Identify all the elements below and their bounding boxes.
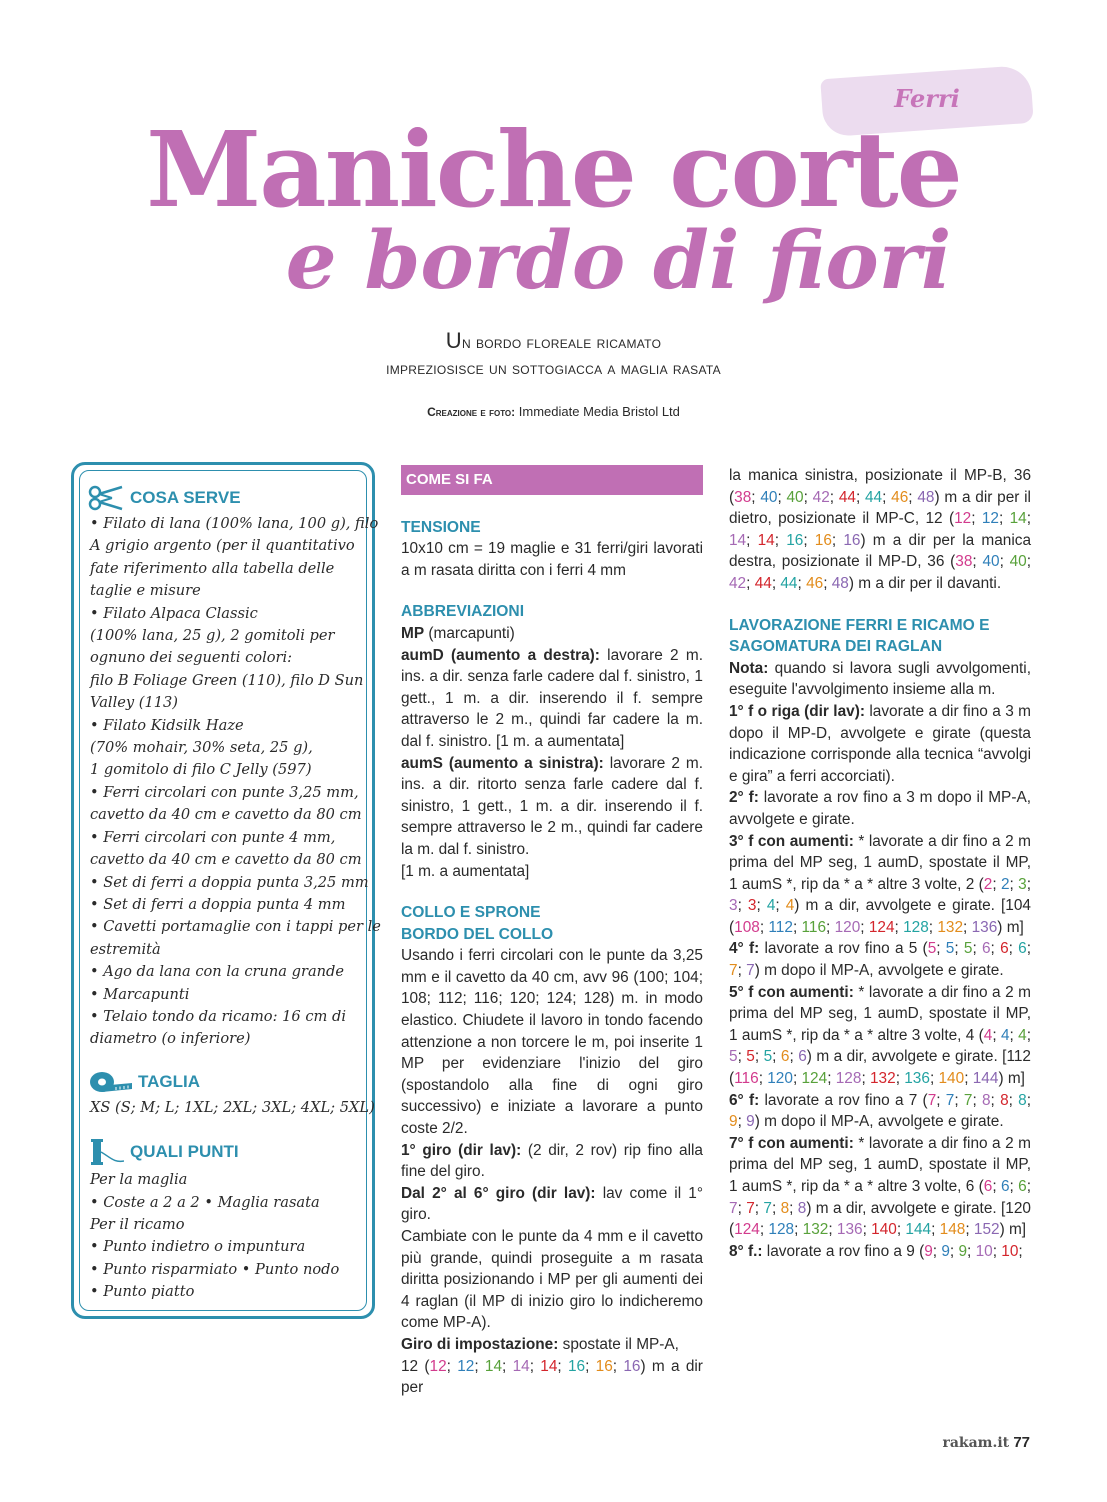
subtitle-initial: U xyxy=(445,328,462,353)
list-item: taglie e misure xyxy=(90,582,201,600)
size-value: 12 xyxy=(429,1357,447,1375)
size-value: 132 xyxy=(802,1221,829,1239)
size-value: 42 xyxy=(812,488,830,506)
size-value: 6 xyxy=(981,940,991,958)
giro-2-text: lav come il 1° giro. xyxy=(401,1184,703,1224)
tensione-text: 10x10 cm = 19 maglie e 31 ferri/giri lavorati a m rasata diritta con i ferri 4 mm xyxy=(401,540,703,579)
size-sequence: 116; 120; 124; 128; 132; 136; 140; 144 xyxy=(734,1070,999,1088)
page-footer xyxy=(942,1434,1030,1451)
size-value: 4 xyxy=(785,897,795,915)
row-6-text: lavorate a rov fino a 7 ( xyxy=(759,1091,928,1109)
list-item: • Ago da lana con la cruna grande xyxy=(90,963,345,981)
size-sequence: 12; 12; 14; 14; 14; 16; 16; 16 xyxy=(429,1357,641,1375)
size-value: 9 xyxy=(958,1242,968,1260)
collo-heading: COLLO E SPRONE xyxy=(401,904,541,922)
page-number: 77 xyxy=(1013,1434,1030,1451)
list-item: • Marcapunti xyxy=(90,985,190,1003)
size-value: 7 xyxy=(746,1199,755,1217)
row-4-text: lavorate a rov fino a 5 ( xyxy=(759,940,928,958)
size-sequence: 5; 5; 5; 6; 6; 6; 7; 7 xyxy=(729,940,1031,980)
row-1-label: 1° f o riga (dir lav): xyxy=(729,702,865,720)
size-value: 16 xyxy=(623,1357,641,1375)
row-3-text-2: ) m a dir, avvolgete e girate. [104 ( xyxy=(729,897,1031,936)
size-value: 46 xyxy=(891,488,909,506)
size-value: 5 xyxy=(763,1048,773,1066)
size-value: 8 xyxy=(780,1199,790,1217)
row-2 xyxy=(729,787,1031,830)
list-item: fate riferimento alla tabella delle xyxy=(90,559,335,577)
size-value: 14 xyxy=(729,531,747,549)
cambiate-text: Cambiate con le punte da 4 mm e il cavetto più grande, quindi proseguite a m rasata diritta posizionando i MP per gli aumenti dei 4 raglan (il MP di inizio giro lo indicheremo come MP-A). xyxy=(401,1228,703,1332)
size-value: 14 xyxy=(540,1357,558,1375)
size-value: 38 xyxy=(955,553,973,571)
list-item: • Coste a 2 a 2 • Maglia rasata xyxy=(90,1193,320,1211)
size-value: 16 xyxy=(814,531,832,549)
list-item: Per la maglia xyxy=(90,1171,188,1189)
taglia-heading xyxy=(88,1069,362,1095)
size-value: 5 xyxy=(729,1048,738,1066)
size-value: 7 xyxy=(729,1199,738,1217)
title-line-1: Maniche corte xyxy=(146,108,961,231)
row-5-close: ) m] xyxy=(998,1070,1025,1088)
abbreviazioni-heading: ABBREVIAZIONI xyxy=(401,603,525,621)
materials-box xyxy=(71,462,381,1319)
size-value: 5 xyxy=(963,940,973,958)
nota-label: Nota: xyxy=(729,659,769,677)
size-value: 144 xyxy=(905,1221,932,1239)
subtitle xyxy=(0,328,1107,382)
size-value: 5 xyxy=(746,1048,755,1066)
taglia-label: TAGLIA xyxy=(138,1071,201,1091)
cosa-serve-list xyxy=(90,513,381,1051)
size-value: 128 xyxy=(903,918,929,936)
quali-punti-heading xyxy=(88,1137,362,1167)
row-3-close: ) m] xyxy=(997,918,1024,936)
list-item: estremità xyxy=(90,940,161,958)
row-8 xyxy=(729,1241,1031,1263)
list-item: • Punto indietro o impuntura xyxy=(90,1238,306,1256)
list-item: A grigio argento (per il quantitativo xyxy=(90,537,355,555)
size-value: 9 xyxy=(924,1242,933,1260)
size-value: 108 xyxy=(734,918,760,936)
size-value: 6 xyxy=(1000,940,1009,958)
size-value: 44 xyxy=(754,574,772,592)
impostazione-label: Giro di impostazione: xyxy=(401,1335,559,1353)
footer-brand: rakam.it xyxy=(942,1435,1010,1451)
size-value: 136 xyxy=(971,918,998,936)
size-value: 116 xyxy=(734,1070,759,1088)
list-item: filo B Foliage Green (110), filo D Sun xyxy=(90,671,364,689)
size-value: 120 xyxy=(767,1070,793,1088)
subtitle-line-2: impreziosisce un sottogiacca a maglia rasata xyxy=(386,359,721,378)
size-value: 128 xyxy=(768,1221,795,1239)
raglan-setup-2: 36 ( xyxy=(729,467,1032,506)
row-2-text: lavorate a rov fino a 3 m dopo il MP-A, avvolgete e girate. xyxy=(729,789,1031,828)
list-item: (70% mohair, 30% seta, 25 g), xyxy=(90,739,313,757)
size-value: 132 xyxy=(870,1070,896,1088)
row-5-label: 5° f con aumenti: xyxy=(729,983,854,1001)
size-value: 12 xyxy=(954,510,972,528)
row-4-text-2: ) m dopo il MP-A, avvolgete e girate. xyxy=(754,962,1004,980)
list-item: Per il ricamo xyxy=(90,1215,185,1233)
cosa-serve-heading xyxy=(88,485,362,511)
instructions-column-right xyxy=(729,465,1031,1262)
collo-text: Usando i ferri circolari con le punte da 3,25 mm e il cavetto da 40 cm, avv 96 (100; 104; 108; 112; 116; 120; 124; 128) m. in modo elastico. Chiudete il lavoro in tondo facendo attenzione a non torcere le m, poi inserite 1 MP per evidenziare l'inizio del giro (spostandolo alla fine di ogni giro successivo) e iniziate a lavorare a punto coste 2/2. xyxy=(401,947,703,1138)
impostazione xyxy=(401,1334,703,1399)
size-value: 136 xyxy=(836,1221,863,1239)
credits-value: Immediate Media Bristol Ltd xyxy=(518,404,680,419)
abbrev-aums-term: aumS (aumento a sinistra): xyxy=(401,754,604,772)
row-6-label: 6° f: xyxy=(729,1091,760,1109)
subtitle-line-1: n bordo floreale ricamato xyxy=(461,333,662,352)
row-7-text-2: ) m a dir, avvolgete e girate. [120 ( xyxy=(729,1199,1031,1239)
size-value: 40 xyxy=(1009,553,1027,571)
size-value: 124 xyxy=(801,1070,828,1088)
size-value: 3 xyxy=(747,897,757,915)
raglan-setup-1: la manica sinistra, posizionate il MP-B, xyxy=(729,467,1007,484)
size-value: 4 xyxy=(983,1026,993,1044)
size-value: 16 xyxy=(786,531,804,549)
giro-2-label: Dal 2° al 6° giro (dir lav): xyxy=(401,1184,596,1202)
size-value: 140 xyxy=(938,1070,965,1088)
size-sequence: 108; 112; 116; 120; 124; 128; 132; 136 xyxy=(734,918,998,936)
size-value: 48 xyxy=(831,574,849,592)
impostazione-text: spostate il MP-A, xyxy=(558,1335,679,1353)
size-value: 112 xyxy=(768,918,793,936)
size-value: 42 xyxy=(729,574,747,592)
title-line-2: e bordo di fiori xyxy=(285,213,952,307)
row-6-text-2: ) m dopo il MP-A, avvolgete e girate. xyxy=(754,1113,1004,1131)
size-value: 5 xyxy=(927,940,937,958)
abbrev-mp-term: MP xyxy=(401,624,425,642)
row-1 xyxy=(729,701,1031,787)
size-value: 10 xyxy=(1001,1242,1019,1260)
quali-punti-list xyxy=(90,1169,362,1303)
size-value: 124 xyxy=(868,918,895,936)
size-value: 48 xyxy=(917,488,935,506)
row-3-label: 3° f con aumenti: xyxy=(729,832,854,850)
list-item: • Ferri circolari con punte 3,25 mm, xyxy=(90,783,359,801)
size-sequence: 6; 6; 6; 7; 7; 7; 8; 8 xyxy=(729,1178,1032,1217)
list-item: (100% lana, 25 g), 2 gomitoli per xyxy=(90,627,335,645)
size-sequence: 38; 40; 40; 42; 44; 44; 46; 48 xyxy=(729,553,1031,592)
row-6 xyxy=(729,1090,1031,1133)
size-value: 14 xyxy=(757,531,775,549)
list-item: • Punto risparmiato • Punto nodo xyxy=(90,1260,340,1278)
list-item: Valley (113) xyxy=(90,694,178,712)
row-7-text: * lavorate a dir fino a 2 m prima del MP seg, 1 aumD, spostate il MP, 1 aumS *, rip da * a * altre 3 volte, 6 ( xyxy=(729,1134,1031,1195)
size-value: 16 xyxy=(567,1357,586,1375)
size-value: 16 xyxy=(843,531,861,549)
size-value: 3 xyxy=(1018,875,1027,893)
row-3-text: * lavorate a dir fino a 2 m prima del MP seg, 1 aumD, spostate il MP, 1 aumS *, rip da * a * altre 3 volte, 2 ( xyxy=(729,832,1031,893)
size-value: 7 xyxy=(945,1091,955,1109)
size-value: 128 xyxy=(835,1070,862,1088)
list-item: 1 gomitolo di filo C Jelly (597) xyxy=(90,761,312,779)
size-value: 9 xyxy=(941,1242,950,1260)
giro-1-text: (2 dir, 2 rov) rip fino alla fine del giro. xyxy=(401,1141,703,1181)
abbrev-mp-def: (marcapunti) xyxy=(424,624,515,642)
row-7-close: ) m] xyxy=(999,1221,1027,1239)
size-value: 14 xyxy=(484,1357,503,1375)
size-value: 120 xyxy=(834,918,861,936)
size-value: 4 xyxy=(766,897,776,915)
quali-punti-label: QUALI PUNTI xyxy=(130,1142,239,1162)
tape-measure-icon xyxy=(88,1069,132,1095)
size-sequence: 124; 128; 132; 136; 140; 144; 148; 152 xyxy=(734,1221,1000,1239)
size-sequence: 9; 9; 9; 10; 10 xyxy=(924,1242,1019,1260)
impostazione-num-post: ) m a dir per xyxy=(401,1357,703,1397)
size-value: 5 xyxy=(945,940,955,958)
list-item: ognuno dei seguenti colori: xyxy=(90,649,293,667)
size-value: 2 xyxy=(983,875,993,893)
row-7 xyxy=(729,1133,1031,1241)
size-sequence: 7; 7; 7; 8; 8; 8; 9; 9 xyxy=(729,1091,1031,1131)
size-value: 132 xyxy=(937,918,964,936)
row-8-text: lavorate a rov fino a 9 ( xyxy=(762,1242,925,1260)
abbrev-aumd xyxy=(401,645,703,753)
size-value: 7 xyxy=(746,962,755,980)
abbrev-aumd-def: lavorare 2 m. ins. a dir. senza farle cadere dal f. sinistro, 1 gett., 1 m. a dir. inserendo il f. sempre attraverso le 2 m., quindi far cadere la m. dal f. sinistro. [1 m. a aumentata] xyxy=(401,646,703,750)
list-item: • Ferri circolari con punte 4 mm, xyxy=(90,828,336,846)
list-item: • Set di ferri a doppia punta 3,25 mm xyxy=(90,873,369,891)
bordo-collo-heading: BORDO DEL COLLO xyxy=(401,925,554,943)
size-value: 4 xyxy=(1018,1026,1027,1044)
size-value: 7 xyxy=(963,1091,973,1109)
list-item: diametro (o inferiore) xyxy=(90,1030,251,1048)
giro-1-label: 1° giro (dir lav): xyxy=(401,1141,522,1159)
row-8-trail: ; xyxy=(1018,1242,1023,1260)
list-item: • Filato di lana (100% lana, 100 g), filo xyxy=(90,515,379,532)
raglan-setup-3: ) m a dir per il dietro, posizionate il MP-C, 12 ( xyxy=(729,488,1031,528)
row-8-label: 8° f.: xyxy=(729,1242,763,1260)
abbrev-aums-def: lavorare 2 m. ins. a dir. ritorto senza farle cadere dal f. sinistro, 1 gett., 1 m. a dir. inserendo il f. sempre attraverso le 2 m., quindi far cadere la m. dal f. sinistro. xyxy=(401,754,703,858)
size-value: 136 xyxy=(904,1070,930,1088)
size-value: 7 xyxy=(729,962,738,980)
size-sequence: 12; 12; 14; 14; 14; 16; 16; 16 xyxy=(729,510,1032,549)
credits-label: Creazione e foto: xyxy=(427,405,516,419)
impostazione-num-pre: 12 ( xyxy=(401,1357,430,1375)
size-value: 6 xyxy=(1000,1178,1010,1195)
size-value: 40 xyxy=(760,488,778,506)
row-2-label: 2° f: xyxy=(729,789,759,807)
size-value: 6 xyxy=(983,1178,993,1195)
credits xyxy=(0,404,1107,419)
abbrev-aums xyxy=(401,753,703,861)
size-value: 6 xyxy=(1018,940,1027,958)
cosa-serve-label: COSA SERVE xyxy=(130,488,241,507)
size-value: 8 xyxy=(797,1199,807,1217)
tensione-heading: TENSIONE xyxy=(401,518,481,536)
size-value: 44 xyxy=(865,488,883,506)
size-value: 44 xyxy=(780,574,798,592)
size-value: 6 xyxy=(780,1048,790,1066)
giro-2-6 xyxy=(401,1183,703,1226)
nota xyxy=(729,658,1031,701)
size-value: 3 xyxy=(729,897,738,915)
row-5 xyxy=(729,982,1031,1090)
size-value: 14 xyxy=(1009,510,1027,528)
badge-label: Ferri xyxy=(894,84,960,113)
row-3 xyxy=(729,831,1031,939)
list-item: cavetto da 40 cm e cavetto da 80 cm xyxy=(90,851,362,869)
size-sequence: 4; 4; 4; 5; 5; 5; 6; 6 xyxy=(729,1026,1032,1066)
size-value: 6 xyxy=(1018,1178,1027,1195)
size-value: 6 xyxy=(798,1048,807,1066)
scissors-icon xyxy=(88,485,124,511)
list-item: • Telaio tondo da ricamo: 16 cm di xyxy=(90,1007,347,1025)
row-5-text: * lavorate a dir fino a 2 m prima del MP seg, 1 aumD, spostate il MP, 1 aumS *, rip da * a * altre 3 volte, 4 ( xyxy=(729,983,1031,1044)
list-item: • Punto piatto xyxy=(90,1283,195,1301)
size-value: 10 xyxy=(975,1242,993,1260)
size-value: 44 xyxy=(838,488,856,506)
row-7-label: 7° f con aumenti: xyxy=(729,1134,854,1152)
size-value: 144 xyxy=(972,1070,999,1088)
raglan-setup-5: ) m a dir per il davanti. xyxy=(848,574,1002,592)
row-4-label: 4° f: xyxy=(729,940,760,958)
raglan-setup-4: ) m a dir per la manica destra, posizionate il MP-D, 36 ( xyxy=(729,531,1032,571)
size-value: 2 xyxy=(1000,875,1010,893)
row-1-text: lavorate a dir fino a 3 m dopo il MP-D, avvolgete e girate (questa indicazione corrisponde alla tecnica “avvolgi e gira” a ferri accorciati). xyxy=(729,702,1031,785)
size-value: 8 xyxy=(981,1091,991,1109)
size-sequence: 38; 40; 40; 42; 44; 44; 46; 48 xyxy=(734,488,935,506)
size-value: 4 xyxy=(1000,1026,1010,1044)
abbrev-aums-note: [1 m. a aumentata] xyxy=(401,862,530,880)
size-value: 16 xyxy=(595,1357,613,1375)
giro-1 xyxy=(401,1140,703,1183)
list-item: • Cavetti portamaglie con i tappi per le xyxy=(90,918,381,936)
size-value: 38 xyxy=(734,488,752,506)
list-item: • Filato Alpaca Classic xyxy=(90,604,258,622)
size-value: 12 xyxy=(457,1357,475,1375)
size-value: 152 xyxy=(973,1221,1000,1239)
row-5-text-2: ) m a dir, avvolgete e girate. [112 ( xyxy=(729,1048,1031,1088)
size-value: 9 xyxy=(729,1113,738,1131)
size-value: 124 xyxy=(734,1221,760,1239)
size-value: 148 xyxy=(939,1221,966,1239)
list-item: • Set di ferri a doppia punta 4 mm xyxy=(90,895,346,913)
taglia-sizes: XS (S; M; L; 1XL; 2XL; 3XL; 4XL; 5XL) xyxy=(90,1098,375,1116)
row-4 xyxy=(729,938,1031,981)
lavorazione-heading: LAVORAZIONE FERRI E RICAMO E SAGOMATURA DEI RAGLAN xyxy=(729,616,990,656)
size-value: 12 xyxy=(981,510,999,528)
abbrev-aumd-term: aumD (aumento a destra): xyxy=(401,646,600,664)
size-sequence: 2; 2; 3; 3; 3; 4; 4 xyxy=(729,875,1032,915)
instructions-column-middle xyxy=(401,465,703,1399)
nota-text: quando si lavora sugli avvolgomenti, eseguite l'avvolgimento insieme alla m. xyxy=(729,659,1031,699)
size-value: 8 xyxy=(1000,1091,1009,1109)
abbrev-mp xyxy=(401,623,703,645)
size-value: 7 xyxy=(927,1091,937,1109)
size-value: 40 xyxy=(786,488,804,506)
come-si-fa-bar: COME SI FA xyxy=(401,465,703,495)
size-value: 8 xyxy=(1018,1091,1027,1109)
size-value: 14 xyxy=(512,1357,530,1375)
size-value: 7 xyxy=(763,1199,772,1217)
list-item: cavetto da 40 cm e cavetto da 80 cm xyxy=(90,806,362,824)
size-value: 40 xyxy=(982,553,1000,571)
size-value: 140 xyxy=(871,1221,897,1239)
size-value: 9 xyxy=(746,1113,755,1131)
size-value: 116 xyxy=(801,918,827,936)
size-value: 46 xyxy=(806,574,824,592)
raglan-setup-text xyxy=(729,465,1031,595)
thread-spool-icon xyxy=(88,1137,124,1167)
list-item: • Filato Kidsilk Haze xyxy=(90,716,244,734)
